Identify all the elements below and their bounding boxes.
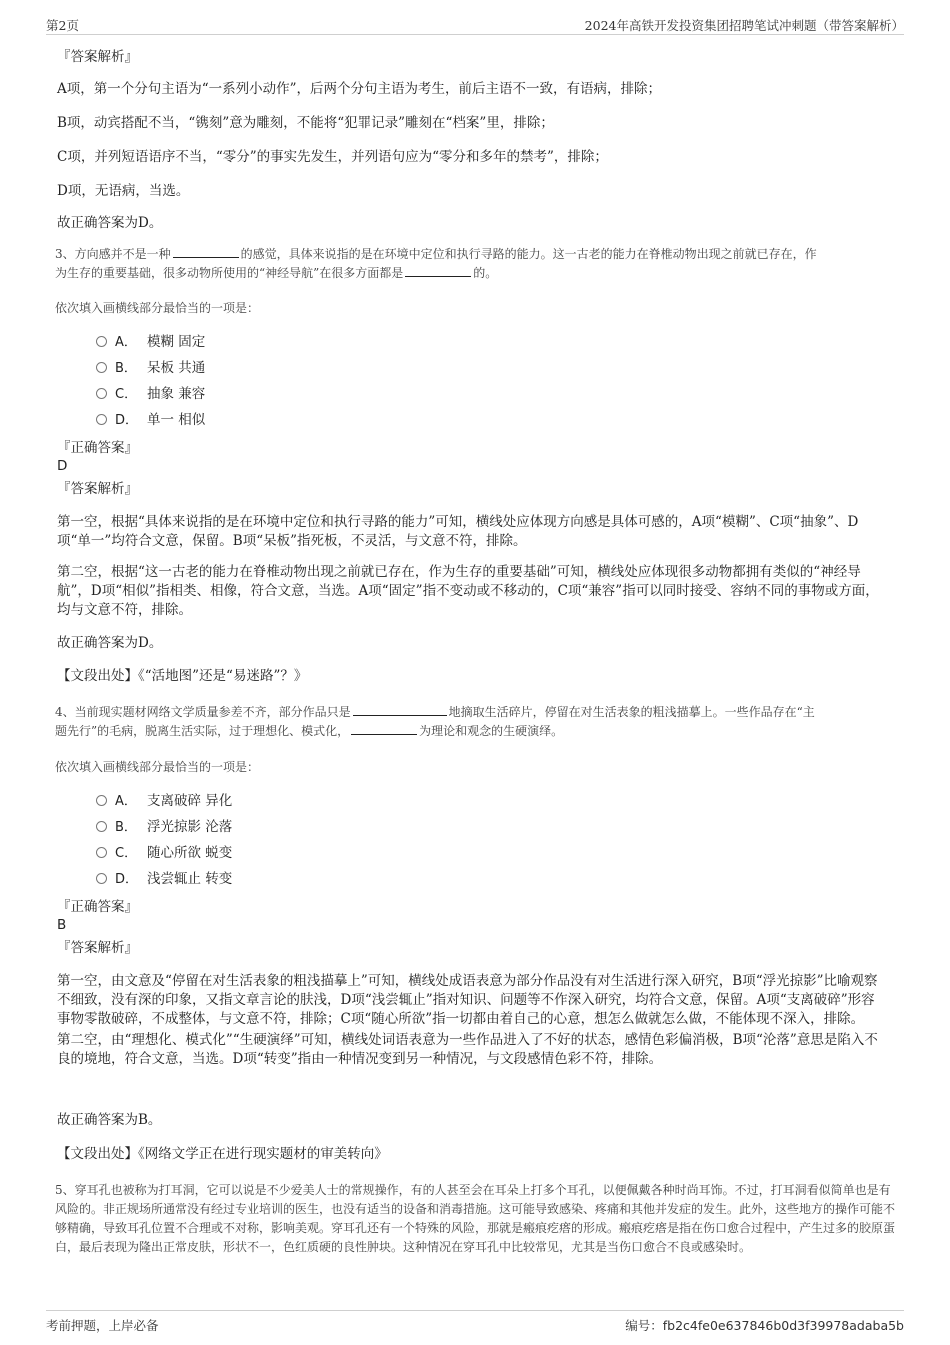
radio-icon[interactable] [96,336,107,347]
q4-option-a[interactable]: A． 支离破碎 异化 [96,792,232,811]
q3-stem: 3、方向感并不是一种 的感觉，具体来说指的是在环境中定位和执行寻路的能力。这一古老的能力在脊椎动物出现之前就已存在，作 为生存的重要基础，很多动物所使用的“神经导航”在很多方面都是 的。 [55,247,817,280]
page-number: 第2页 [46,18,79,33]
fill-blank [173,245,239,258]
q3-jiexi-para1: 第一空，根据“具体来说指的是在环境中定位和执行寻路的能力”可知，横线处应体现方向感是具体可感的，A项“模糊”、C项“抽象”、D项“单一”均符合文意，保留。B项“呆板”指死板，不灵活，与文意不符，排除。 [57,514,859,549]
q4-jiexi-para1: 第一空，由文意及“停留在对生活表象的粗浅描摹上”可知，横线处成语表意为部分作品没有对生活进行深入研究，B项“浮光掠影”比喻观察不细致，没有深的印象，又指文章言论的肤浅，D项“浅尝辄止”指对知识、问题等不作深入研究，均符合文意，保留。A项“支离破碎”形容事物零散破碎，不成整体，与文意不符，排除；C项“随心所欲”指一切都由着自己的心意，想怎么做就怎么做，不能体现不深入，排除。 [57,973,878,1027]
q3-answer-label: 『正确答案』 [57,440,138,456]
radio-icon[interactable] [96,795,107,806]
q4-source: 【文段出处】《网络文学正在进行现实题材的审美转向》 [57,1146,388,1162]
footer-slogan: 考前押题，上岸必备 [46,1318,159,1333]
q4-option-b[interactable]: B． 浮光掠影 沦落 [96,818,232,837]
document-code: 编号：fb2c4fe0e637846b0d3f39978adaba5b [625,1318,904,1333]
q4-conclusion: 故正确答案为B。 [57,1112,162,1128]
q3-answer: D [57,458,68,474]
q4-stem: 4、当前现实题材网络文学质量参差不齐，部分作品只是 地摘取生活碎片，停留在对生活表象的粗浅描摹上。一些作品存在“主 题先行”的毛病，脱离生活实际，过于理想化、模式化， 为理论和观念的生硬演绎。 [55,705,815,738]
q2-conclusion: 故正确答案为D。 [57,215,163,231]
radio-icon[interactable] [96,414,107,425]
q4-option-d[interactable]: D． 浅尝辄止 转变 [96,870,232,889]
q3-jiexi-para2: 第二空，根据“这一古老的能力在脊椎动物出现之前就已存在，作为生存的重要基础”可知，横线处应体现很多动物都拥有类似的“神经导航”，D项“相似”指相类、相像，符合文意，当选。A项“固定”指不变动或不移动的，C项“兼容”指可以同时接受、容纳不同的事物或方面，均与文意不符，排除。 [57,564,879,618]
q3-option-d[interactable]: D． 单一 相似 [96,411,205,430]
q4-jiexi-label: 『答案解析』 [57,940,138,956]
fill-blank [353,703,447,716]
q3-option-b[interactable]: B． 呆板 共通 [96,359,205,378]
q3-option-c[interactable]: C． 抽象 兼容 [96,385,205,404]
fill-blank [405,264,471,277]
page-footer [46,1310,904,1333]
q2-jiexi-line: B项，动宾搭配不当，“镌刻”意为雕刻，不能将“犯罪记录”雕刻在“档案”里，排除； [57,115,554,131]
radio-icon[interactable] [96,362,107,373]
q4-answer-label: 『正确答案』 [57,899,138,915]
q3-option-a[interactable]: A． 模糊 固定 [96,333,205,352]
q4-answer: B [57,917,67,933]
document-title: 2024年高铁开发投资集团招聘笔试冲刺题（带答案解析） [584,18,904,33]
radio-icon[interactable] [96,873,107,884]
q4-instruction: 依次填入画横线部分最恰当的一项是： [55,760,260,774]
radio-icon[interactable] [96,388,107,399]
q4-jiexi-para2: 第二空，由“理想化、模式化”“生硬演绎”可知，横线处词语表意为一些作品进入了不好的状态，感情色彩偏消极，B项“沦落”意思是陷入不良的境地，符合文意，当选。D项“转变”指由一种情况变到另一种情况，与文段感情色彩不符，排除。 [57,1032,878,1067]
q2-jiexi-line: C项，并列短语语序不当，“零分”的事实先发生，并列语句应为“零分和多年的禁考”，排除； [57,149,608,165]
page-header [46,14,904,35]
q3-conclusion: 故正确答案为D。 [57,635,163,651]
q2-jiexi-line: A项，第一个分句主语为“一系列小动作”，后两个分句主语为考生，前后主语不一致，有语病，排除； [57,81,662,97]
q3-jiexi-label: 『答案解析』 [57,481,138,497]
q3-source: 【文段出处】《“活地图”还是“易迷路”？》 [57,668,308,684]
radio-icon[interactable] [96,821,107,832]
radio-icon[interactable] [96,847,107,858]
q4-option-c[interactable]: C． 随心所欲 蜕变 [96,844,232,863]
q3-instruction: 依次填入画横线部分最恰当的一项是： [55,301,260,315]
q5-stem: 5、穿耳孔也被称为打耳洞，它可以说是不少爱美人士的常规操作，有的人甚至会在耳朵上打多个耳孔，以便佩戴各种时尚耳饰。不过，打耳洞看似简单也是有风险的。非正规场所通常没有经过专业培训的医生，也没有适当的设备和消毒措施。这可能导致感染、疼痛和其他并发症的发生。此外，这些地方的操作可能不够精确，导致耳孔位置不合理或不对称，影响美观。穿耳孔还有一个特殊的风险，那就是瘢痕疙瘩的形成。瘢痕疙瘩是指在伤口愈合过程中，产生过多的胶原蛋白，最后表现为隆出正常皮肤，形状不一，色红质硬的良性肿块。这种情况在穿耳孔中比较常见，尤其是当伤口愈合不良或感染时。 [55,1183,896,1254]
q2-jiexi-label: 『答案解析』 [57,49,138,65]
fill-blank [351,722,417,735]
q2-jiexi-line: D项，无语病，当选。 [57,183,190,199]
